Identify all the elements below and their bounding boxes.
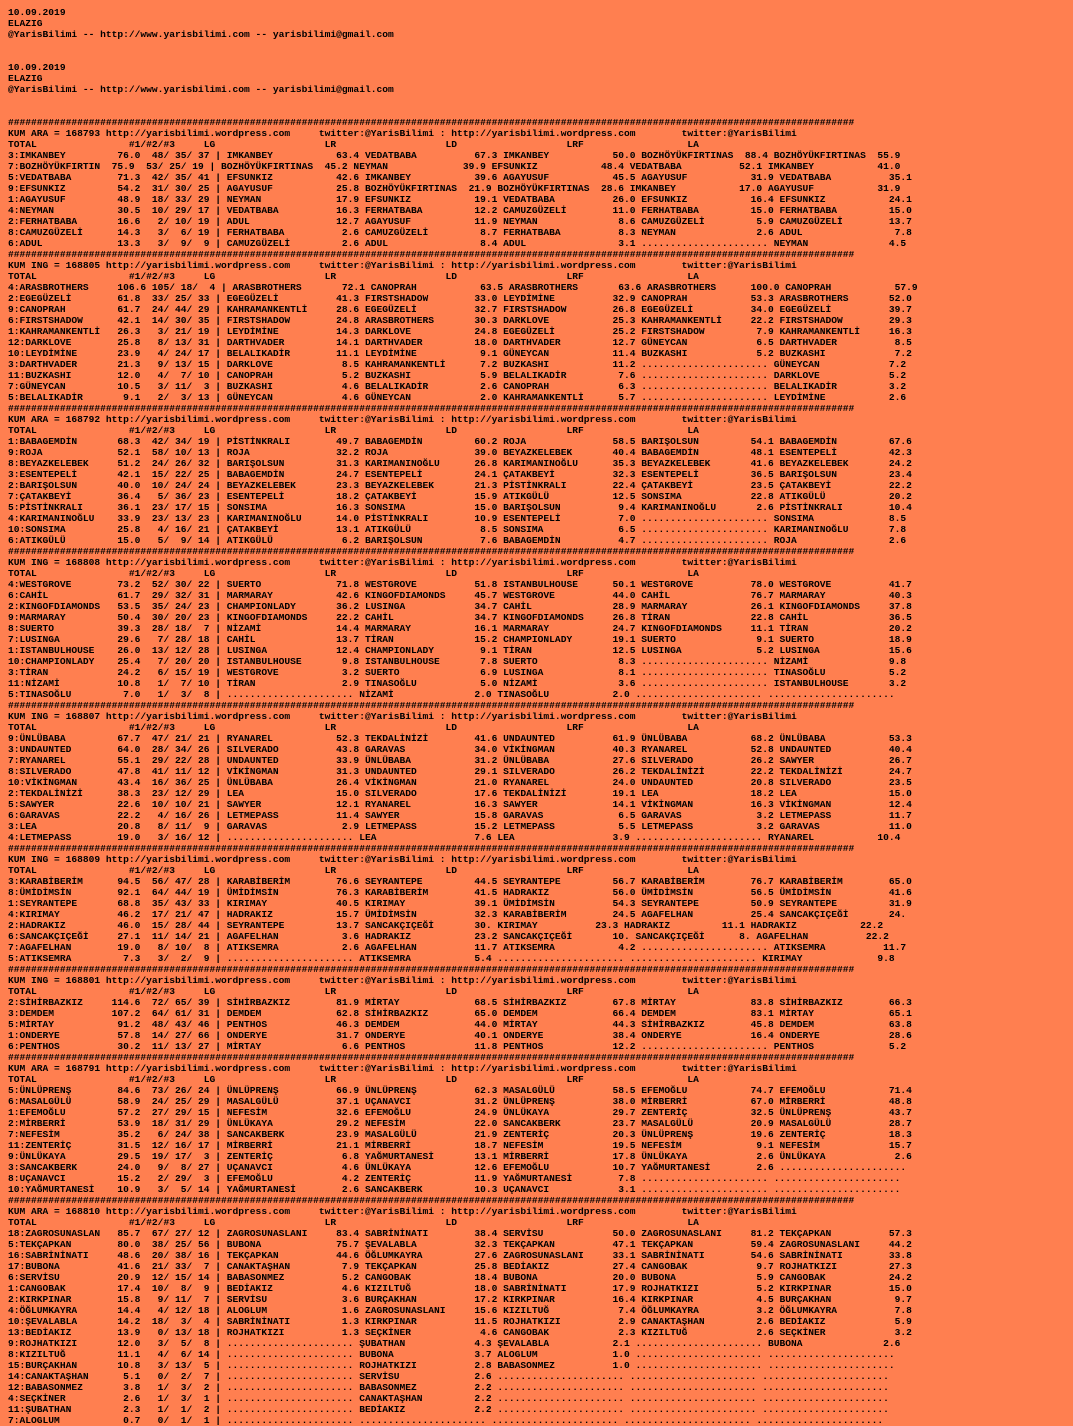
header-line [8,40,1073,51]
result-row: 7:BOZHÖYÜKFIRTIN 75.9 53/ 25/ 19 | BOZHÖYÜKFIRTINAS 45.2 NEYMAN 39.9 EFSUNKIZ 48.4 VEDATBABA 52.1 IMKANBEY 41.0 [8,161,901,172]
result-row: 1:EFEMOĞLU 57.2 27/ 29/ 15 | NEFESİM 32.6 EFEMOĞLU 24.9 ÜNLÜKAYA 29.7 ZENTERİÇ 32.5 ÜNLÜPRENŞ 43.7 [8,1107,912,1118]
separator-line: ################################################################################################################################################### [8,964,855,975]
result-row: 11:NİZAMİ 10.8 1/ 7/ 10 | TİRAN 2.9 TINASOĞLU 5.0 NİZAMİ 3.6 ...................... ISTANBULHOUSE 3.2 [8,678,907,689]
result-row: 4:ÖĞLUMKAYRA 14.4 4/ 12/ 18 | ALOGLUM 1.6 ZAGROSUNASLANI 15.6 KIZILTUĞ 7.4 ÖĞLUMKAYRA 3.2 ÖĞLUMKAYRA 7.8 [8,1305,912,1316]
result-row: 10:VİKİNGMAN 43.4 16/ 36/ 25 | ÜNLÜBABA 26.4 VİKİNGMAN 21.0 RYANAREL 24.0 UNDAUNTED 20.8 SILVERADO 23.5 [8,777,912,788]
race-title: KUM ING = 168809 http://yarisbilimi.wordpress.com twitter:@YarisBilimi : http://yarisbilimi.wordpress.com twitter:@YarisBilimi [8,854,797,865]
separator-line: ################################################################################################################################################### [8,249,855,260]
race-title: KUM ING = 168801 http://yarisbilimi.wordpress.com twitter:@YarisBilimi : http://yarisbilimi.wordpress.com twitter:@YarisBilimi [8,975,797,986]
result-row: 5:TEKÇAPKAN 80.0 38/ 25/ 56 | BUBONA 75.7 ŞEVALABLA 32.3 TEKÇAPKAN 47.1 TEKÇAPKAN 59.4 ZAGROSUNASLANI 44.2 [8,1239,912,1250]
result-row: 10:CHAMPIONLADY 25.4 7/ 20/ 20 | ISTANBULHOUSE 9.8 ISTANBULHOUSE 7.8 SUERTO 8.3 ...................... NİZAMİ 9.8 [8,656,907,667]
result-row: 3:IMKANBEY 76.0 48/ 35/ 37 | IMKANBEY 63.4 VEDATBABA 67.3 IMKANBEY 50.0 BOZHÖYÜKFIRTINAS 88.4 BOZHÖYÜKFIRTINAS 55.9 [8,150,901,161]
header-line: 10.09.2019 [8,62,66,73]
result-row: 2:TEKDALİNİZİ 38.3 23/ 12/ 29 | LEA 15.0 SILVERADO 17.6 TEKDALİNİZİ 19.1 LEA 18.2 LEA 15.0 [8,788,912,799]
result-row: 3:ESENTEPELİ 42.1 15/ 22/ 25 | BABAGEMDİN 24.7 ESENTEPELİ 24.1 ÇATAKBEYİ 32.3 ESENTEPELİ 36.5 BARIŞOLSUN 23.4 [8,469,912,480]
result-row: 8:UÇANAVCI 15.2 2/ 29/ 3 | EFEMOĞLU 4.2 ZENTERİÇ 11.9 YAĞMURTANESİ 7.8 ...................... ...................... [8,1173,901,1184]
result-row: 12:BABASONMEZ 3.8 1/ 3/ 2 | ...................... BABASONMEZ 2.2 ...................... ...................... ...................... [8,1382,889,1393]
result-row: 6:PENTHOS 30.2 11/ 13/ 27 | MİRTAY 6.6 PENTHOS 11.8 PENTHOS 12.2 ...................... PENTHOS 5.2 [8,1041,907,1052]
race-title: KUM ING = 168808 http://yarisbilimi.wordpress.com twitter:@YarisBilimi : http://yarisbilimi.wordpress.com twitter:@YarisBilimi [8,557,797,568]
result-row: 13:BEDİAKIZ 13.9 0/ 13/ 18 | ROJHATKIZI 1.3 SEÇKİNER 4.6 CANGOBAK 2.3 KIZILTUĞ 2.6 SEÇKİNER 3.2 [8,1327,912,1338]
result-row: 1:CANGOBAK 17.4 10/ 8/ 9 | BEDİAKIZ 4.6 KIZILTUĞ 18.0 SABRİNİNATI 17.9 ROJHATKIZI 5.2 KIRKPINAR 15.0 [8,1283,912,1294]
result-row: 5:VEDATBABA 71.3 42/ 35/ 41 | EFSUNKIZ 42.6 IMKANBEY 39.6 AGAYUSUF 45.5 AGAYUSUF 31.9 VEDATBABA 35.1 [8,172,912,183]
race-title: KUM ING = 168805 http://yarisbilimi.wordpress.com twitter:@YarisBilimi : http://yarisbilimi.wordpress.com twitter:@YarisBilimi [8,260,797,271]
result-row: 4:SEÇKİNER 2.6 1/ 3/ 1 | ...................... CANAKTAŞHAN 2.2 ...................... ...................... ...................... [8,1393,889,1404]
result-row: 9:MARMARAY 50.4 30/ 20/ 23 | KINGOFDIAMONDS 22.2 CAHİL 34.7 KINGOFDIAMONDS 26.8 TİRAN 22.8 CAHİL 36.5 [8,612,912,623]
result-row: 7:ALOGLUM 0.7 0/ 1/ 1 | ...................... ...................... ...................... ...................... ...................... [8,1415,884,1426]
separator-line: ################################################################################################################################################### [8,117,855,128]
column-header: TOTAL #1/#2/#3 LG LR LD LRF LA [8,271,699,282]
column-header: TOTAL #1/#2/#3 LG LR LD LRF LA [8,139,699,150]
header-line: @YarisBilimi -- http://www.yarisbilimi.com -- yarisbilimi@gmail.com [8,84,394,95]
result-row: 3:SANCAKBERK 24.0 9/ 8/ 27 | UÇANAVCI 4.6 ÜNLÜKAYA 12.6 EFEMOĞLU 10.7 YAĞMURTANESİ 2.6 ...................... [8,1162,907,1173]
result-row: 2:FERHATBABA 16.6 2/ 10/ 19 | ADUL 12.7 AGAYUSUF 11.9 NEYMAN 8.6 CAMUZGÜZELİ 5.9 CAMUZGÜZELİ 13.7 [8,216,912,227]
result-row: 4:KARIMANINOĞLU 33.9 23/ 13/ 23 | KARIMANINOĞLU 14.0 PİSTİNKRALI 10.9 ESENTEPELİ 7.0 ...................... SONSIMA 8.5 [8,513,907,524]
result-row: 7:GÜNEYCAN 10.5 3/ 11/ 3 | BUZKASHI 4.6 BELALIKADİR 2.6 CANOPRAH 6.3 ...................... BELALIKADİR 3.2 [8,381,907,392]
result-row: 2:SİHİRBAZKIZ 114.6 72/ 65/ 39 | SİHİRBAZKIZ 81.9 MİRTAY 68.5 SİHİRBAZKIZ 67.8 MİRTAY 83.8 SİHİRBAZKIZ 66.3 [8,997,912,1008]
result-row: 6:MASALGÜLÜ 58.9 24/ 25/ 29 | MASALGÜLÜ 37.1 UÇANAVCI 31.2 ÜNLÜPRENŞ 38.0 MİRBERRİ 67.0 MİRBERRİ 48.8 [8,1096,912,1107]
result-row: 3:DEMDEM 107.2 64/ 61/ 31 | DEMDEM 62.8 SİHİRBAZKIZ 65.0 DEMDEM 66.4 DEMDEM 83.1 MİRTAY 65.1 [8,1008,912,1019]
result-row: 5:ATIKSEMRA 7.3 3/ 2/ 9 | ...................... ATIKSEMRA 5.4 ...................... ...................... KIRIMAY 9.8 [8,953,895,964]
result-row: 11:ŞUBATHAN 2.3 1/ 1/ 2 | ...................... BEDİAKIZ 2.2 ...................... ...................... ...................... [8,1404,889,1415]
race-title: KUM ARA = 168792 http://yarisbilimi.wordpress.com twitter:@YarisBilimi : http://yarisbilimi.wordpress.com twitter:@YarisBilimi [8,414,797,425]
separator-line: ################################################################################################################################################### [8,1195,855,1206]
separator-line: ################################################################################################################################################### [8,1052,855,1063]
result-row: 12:DARKLOVE 25.8 8/ 13/ 31 | DARTHVADER 14.1 DARTHVADER 18.0 DARTHVADER 12.7 GÜNEYCAN 6.5 DARTHVADER 8.5 [8,337,912,348]
header-line: @YarisBilimi -- http://www.yarisbilimi.com -- yarisbilimi@gmail.com [8,29,394,40]
result-row: 6:GARAVAS 22.2 4/ 16/ 26 | LETMEPASS 11.4 SAWYER 15.8 GARAVAS 6.5 GARAVAS 3.2 LETMEPASS 11.7 [8,810,912,821]
result-row: 3:UNDAUNTED 64.0 28/ 34/ 26 | SILVERADO 43.8 GARAVAS 34.0 VİKİNGMAN 40.3 RYANAREL 52.8 UNDAUNTED 40.4 [8,744,912,755]
result-row: 2:EGEGÜZELİ 61.8 33/ 25/ 33 | EGEGÜZELİ 41.3 FIRSTSHADOW 33.0 LEYDİMİNE 32.9 CANOPRAH 53.3 ARASBROTHERS 52.0 [8,293,912,304]
result-row: 1:BABAGEMDİN 68.3 42/ 34/ 19 | PİSTİNKRALI 49.7 BABAGEMDİN 60.2 ROJA 58.5 BARIŞOLSUN 54.1 BABAGEMDİN 67.6 [8,436,912,447]
header-line [8,106,1073,117]
result-row: 3:KARABİBERİM 94.5 56/ 47/ 28 | KARABİBERİM 76.6 SEYRANTEPE 44.5 SEYRANTEPE 56.7 KARABİBERİM 76.7 KARABİBERİM 65.0 [8,876,912,887]
result-row: 6:SANCAKÇIÇEĞİ 27.1 11/ 14/ 21 | AGAFELHAN 3.6 HADRAKIZ 23.2 SANCAKÇIÇEĞİ 10. SANCAKÇIÇEĞİ 8. AGAFELHAN 22.2 [8,931,889,942]
result-row: 6:SERVİSU 20.9 12/ 15/ 14 | BABASONMEZ 5.2 CANGOBAK 18.4 BUBONA 20.0 BUBONA 5.9 CANGOBAK 24.2 [8,1272,912,1283]
result-row: 9:ÜNLÜBABA 67.7 47/ 21/ 21 | RYANAREL 52.3 TEKDALİNİZİ 41.6 UNDAUNTED 61.9 ÜNLÜBABA 68.2 ÜNLÜBABA 53.3 [8,733,912,744]
result-row: 5:BELALIKADİR 9.1 2/ 3/ 13 | GÜNEYCAN 4.6 GÜNEYCAN 2.0 KAHRAMANKENTLİ 5.7 ...................... LEYDİMİNE 2.6 [8,392,907,403]
separator-line: ################################################################################################################################################### [8,546,855,557]
result-row: 16:SABRİNİNATI 48.6 20/ 38/ 16 | TEKÇAPKAN 44.6 ÖĞLUMKAYRA 27.6 ZAGROSUNASLANI 33.1 SABRİNİNATI 54.6 SABRİNİNATI 33.8 [8,1250,912,1261]
result-row: 2:MİRBERRİ 53.9 18/ 31/ 29 | ÜNLÜKAYA 29.2 NEFESİM 22.0 SANCAKBERK 23.7 MASALGÜLÜ 20.9 MASALGÜLÜ 28.7 [8,1118,912,1129]
result-row: 9:ROJHATKIZI 12.0 3/ 5/ 8 | ...................... ŞUBATHAN 4.3 ŞEVALABLA 2.1 ...................... BUBONA 2.6 [8,1338,901,1349]
result-row: 8:BEYAZKELEBEK 51.2 24/ 26/ 32 | BARIŞOLSUN 31.3 KARIMANINOĞLU 26.8 KARIMANINOĞLU 35.3 BEYAZKELEBEK 41.6 BEYAZKELEBEK 24.2 [8,458,912,469]
result-row: 6:ADUL 13.3 3/ 9/ 9 | CAMUZGÜZELİ 2.6 ADUL 8.4 ADUL 3.1 ...................... NEYMAN 4.5 [8,238,907,249]
result-row: 6:ATIKGÜLÜ 15.0 5/ 9/ 14 | ATIKGÜLÜ 6.2 BARIŞOLSUN 7.6 BABAGEMDİN 4.7 ...................... ROJA 2.6 [8,535,907,546]
result-row: 18:ZAGROSUNASLAN 85.7 67/ 27/ 12 | ZAGROSUNASLANI 83.4 SABRİNİNATI 38.4 SERVİSU 50.0 ZAGROSUNASLANI 81.2 TEKÇAPKAN 57.3 [8,1228,912,1239]
column-header: TOTAL #1/#2/#3 LG LR LD LRF LA [8,722,699,733]
header-line [8,51,1073,62]
result-row: 10:SONSIMA 25.8 4/ 16/ 21 | ÇATAKBEYİ 13.1 ATIKGÜLÜ 8.5 SONSIMA 6.5 ...................... KARIMANINOĞLU 7.8 [8,524,907,535]
column-header: TOTAL #1/#2/#3 LG LR LD LRF LA [8,986,699,997]
result-row: 5:ÜNLÜPRENŞ 84.6 73/ 26/ 24 | ÜNLÜPRENŞ 66.9 ÜNLÜPRENŞ 62.3 MASALGÜLÜ 58.5 EFEMOĞLU 74.7 EFEMOĞLU 71.4 [8,1085,912,1096]
result-row: 1:SEYRANTEPE 68.8 35/ 43/ 33 | KIRIMAY 40.5 KIRIMAY 39.1 ÜMİDİMSİN 54.3 SEYRANTEPE 50.9 SEYRANTEPE 31.9 [8,898,912,909]
header-line: 10.09.2019 [8,7,66,18]
result-row: 5:SAWYER 22.6 10/ 10/ 21 | SAWYER 12.1 RYANAREL 16.3 SAWYER 14.1 VİKİNGMAN 16.3 VİKİNGMAN 12.4 [8,799,912,810]
result-row: 9:EFSUNKIZ 54.2 31/ 30/ 25 | AGAYUSUF 25.8 BOZHÖYÜKFIRTINAS 21.9 BOZHÖYÜKFIRTINAS 28.6 IMKANBEY 17.0 AGAYUSUF 31.9 [8,183,901,194]
result-row: 7:LUSINGA 29.6 7/ 28/ 18 | CAHİL 13.7 TİRAN 15.2 CHAMPIONLADY 19.1 SUERTO 9.1 SUERTO 18.9 [8,634,912,645]
result-row: 10:LEYDİMİNE 23.9 4/ 24/ 17 | BELALIKADİR 11.1 LEYDİMİNE 9.1 GÜNEYCAN 11.4 BUZKASHI 5.2 BUZKASHI 7.2 [8,348,912,359]
result-row: 1:AGAYUSUF 48.9 18/ 33/ 29 | NEYMAN 17.9 EFSUNKIZ 19.1 VEDATBABA 26.0 EFSUNKIZ 16.4 EFSUNKIZ 24.1 [8,194,912,205]
result-row: 8:SUERTO 39.3 28/ 18/ 7 | NİZAMİ 14.4 MARMARAY 16.1 MARMARAY 24.7 KINGOFDIAMONDS 11.1 TİRAN 20.2 [8,623,912,634]
separator-line: ################################################################################################################################################### [8,843,855,854]
column-header: TOTAL #1/#2/#3 LG LR LD LRF LA [8,425,699,436]
result-row: 4:ARASBROTHERS 106.6 105/ 18/ 4 | ARASBROTHERS 72.1 CANOPRAH 63.5 ARASBROTHERS 63.6 ARASBROTHERS 100.0 CANOPRAH 57.9 [8,282,918,293]
result-row: 5:MİRTAY 91.2 48/ 43/ 46 | PENTHOS 46.3 DEMDEM 44.0 MİRTAY 44.3 SİHİRBAZKIZ 45.8 DEMDEM 63.8 [8,1019,912,1030]
race-title: KUM ARA = 168791 http://yarisbilimi.wordpress.com twitter:@YarisBilimi : http://yarisbilimi.wordpress.com twitter:@YarisBilimi [8,1063,797,1074]
result-row: 1:ONDERYE 57.8 14/ 27/ 66 | ONDERYE 31.7 ONDERYE 40.1 ONDERYE 38.4 ONDERYE 16.4 ONDERYE 28.6 [8,1030,912,1041]
column-header: TOTAL #1/#2/#3 LG LR LD LRF LA [8,865,699,876]
result-row: 8:KIZILTUĞ 11.1 4/ 6/ 14 | ...................... BUBONA 3.7 ALOGLUM 1.0 ...................... ...................... [8,1349,895,1360]
result-row: 6:FIRSTSHADOW 42.1 14/ 30/ 35 | FIRSTSHADOW 24.8 ARASBROTHERS 30.3 DARKLOVE 25.3 KAHRAMANKENTLİ 22.2 FIRSTSHADOW 29.3 [8,315,912,326]
column-header: TOTAL #1/#2/#3 LG LR LD LRF LA [8,1074,699,1085]
race-title: KUM ARA = 168810 http://yarisbilimi.wordpress.com twitter:@YarisBilimi : http://yarisbilimi.wordpress.com twitter:@YarisBilimi [8,1206,797,1217]
header-line [8,95,1073,106]
race-title: KUM ARA = 168793 http://yarisbilimi.wordpress.com twitter:@YarisBilimi : http://yarisbilimi.wordpress.com twitter:@YarisBilimi [8,128,797,139]
result-row: 4:KIRIMAY 46.2 17/ 21/ 47 | HADRAKIZ 15.7 ÜMİDİMSİN 32.3 KARABİBERİM 24.5 AGAFELHAN 25.4 SANCAKÇIÇEĞİ 24. [8,909,907,920]
separator-line: ################################################################################################################################################### [8,403,855,414]
result-row: 7:RYANAREL 55.1 29/ 22/ 28 | UNDAUNTED 33.9 ÜNLÜBABA 31.2 ÜNLÜBABA 27.6 SILVERADO 26.2 SAWYER 26.7 [8,755,912,766]
result-row: 8:SILVERADO 47.8 41/ 11/ 12 | VİKİNGMAN 31.3 UNDAUNTED 29.1 SILVERADO 26.2 TEKDALİNİZİ 22.2 TEKDALİNİZİ 24.7 [8,766,912,777]
result-row: 5:PİSTİNKRALI 36.1 23/ 17/ 15 | SONSIMA 16.3 SONSIMA 15.0 BARIŞOLSUN 9.4 KARIMANINOĞLU 2.6 PİSTİNKRALI 10.4 [8,502,912,513]
result-row: 7:ÇATAKBEYİ 36.4 5/ 36/ 23 | ESENTEPELİ 18.2 ÇATAKBEYİ 15.9 ATIKGÜLÜ 12.5 SONSIMA 22.8 ATIKGÜLÜ 20.2 [8,491,912,502]
result-row: 10:ŞEVALABLA 14.2 18/ 3/ 4 | SABRİNİNATI 1.3 KIRKPINAR 11.5 ROJHATKIZI 2.9 CANAKTAŞHAN 2.6 BEDİAKIZ 5.9 [8,1316,912,1327]
result-row: 4:NEYMAN 30.5 10/ 29/ 17 | VEDATBABA 16.3 FERHATBABA 12.2 CAMUZGÜZELİ 11.0 FERHATBABA 15.0 FERHATBABA 15.0 [8,205,912,216]
result-row: 4:WESTGROVE 73.2 52/ 30/ 22 | SUERTO 71.8 WESTGROVE 51.8 ISTANBULHOUSE 50.1 WESTGROVE 78.0 WESTGROVE 41.7 [8,579,912,590]
result-row: 15:BURÇAKHAN 10.8 3/ 13/ 5 | ...................... ROJHATKIZI 2.8 BABASONMEZ 1.0 ...................... ...................... [8,1360,895,1371]
result-row: 4:LETMEPASS 19.0 3/ 16/ 12 | ...................... LEA 7.6 LEA 3.9 ...................... RYANAREL 10.4 [8,832,901,843]
result-row: 2:HADRAKIZ 46.0 15/ 28/ 44 | SEYRANTEPE 13.7 SANCAKÇIÇEĞİ 30. KIRIMAY 23.3 HADRAKIZ 11.1 HADRAKIZ 22.2 [8,920,884,931]
result-row: 11:BUZKASHI 12.0 4/ 7/ 10 | CANOPRAH 5.2 BUZKASHI 5.9 BELALIKADİR 7.6 ...................... DARKLOVE 5.2 [8,370,907,381]
result-row: 3:LEA 20.8 8/ 11/ 9 | GARAVAS 2.9 LETMEPASS 15.2 LETMEPASS 5.5 LETMEPASS 3.2 GARAVAS 11.0 [8,821,912,832]
result-row: 2:KINGOFDIAMONDS 53.5 35/ 24/ 23 | CHAMPIONLADY 36.2 LUSINGA 34.7 CAHİL 28.9 MARMARAY 26.1 KINGOFDIAMONDS 37.8 [8,601,912,612]
column-header: TOTAL #1/#2/#3 LG LR LD LRF LA [8,568,699,579]
result-row: 5:TINASOĞLU 7.0 1/ 3/ 8 | ...................... NİZAMİ 2.0 TINASOĞLU 2.0 ...................... ...................... [8,689,895,700]
result-row: 7:AGAFELHAN 19.0 8/ 10/ 8 | ATIKSEMRA 2.6 AGAFELHAN 11.7 ATIKSEMRA 4.2 ...................... ATIKSEMRA 11.7 [8,942,907,953]
result-row: 17:BUBONA 41.6 21/ 33/ 7 | CANAKTAŞHAN 7.9 TEKÇAPKAN 25.8 BEDİAKIZ 27.4 CANGOBAK 9.7 ROJHATKIZI 27.3 [8,1261,912,1272]
result-row: 11:ZENTERİÇ 31.5 12/ 16/ 17 | MİRBERRİ 21.1 MİRBERRİ 18.7 NEFESİM 19.5 NEFESİM 9.1 NEFESİM 15.7 [8,1140,912,1151]
result-row: 6:CAHİL 61.7 29/ 32/ 31 | MARMARAY 42.6 KINGOFDIAMONDS 45.7 WESTGROVE 44.0 CAHİL 76.7 MARMARAY 40.3 [8,590,912,601]
result-row: 9:CANOPRAH 61.7 24/ 44/ 29 | KAHRAMANKENTLİ 28.6 EGEGÜZELİ 32.7 FIRSTSHADOW 26.8 EGEGÜZELİ 34.0 EGEGÜZELİ 39.7 [8,304,912,315]
result-row: 10:YAĞMURTANESİ 10.9 3/ 5/ 14 | YAĞMURTANESİ 2.6 SANCAKBERK 10.3 UÇANAVCI 3.1 ...................... ...................... [8,1184,901,1195]
result-row: 8:ÜMİDİMSİN 92.1 64/ 44/ 19 | ÜMİDİMSİN 76.3 KARABİBERİM 41.5 HADRAKIZ 56.0 ÜMİDİMSİN 56.5 ÜMİDİMSİN 41.6 [8,887,912,898]
result-row: 8:CAMUZGÜZELİ 14.3 3/ 6/ 19 | FERHATBABA 2.6 CAMUZGÜZELİ 8.7 FERHATBABA 8.3 NEYMAN 2.6 ADUL 7.8 [8,227,912,238]
result-row: 2:BARIŞOLSUN 40.0 10/ 24/ 24 | BEYAZKELEBEK 23.3 BEYAZKELEBEK 21.3 PİSTİNKRALI 22.4 ÇATAKBEYİ 23.5 ÇATAKBEYİ 22.2 [8,480,912,491]
result-row: 3:TİRAN 24.2 6/ 15/ 19 | WESTGROVE 3.2 SUERTO 6.9 LUSINGA 8.1 ...................... TINASOĞLU 5.2 [8,667,907,678]
result-row: 2:KIRKPINAR 15.8 9/ 11/ 7 | SERVİSU 3.6 BURÇAKHAN 17.2 KIRKPINAR 16.4 KIRKPINAR 4.5 BURÇAKHAN 9.7 [8,1294,912,1305]
result-row: 1:ISTANBULHOUSE 26.0 13/ 12/ 28 | LUSINGA 12.4 CHAMPIONLADY 9.1 TİRAN 12.5 LUSINGA 5.2 LUSINGA 15.6 [8,645,912,656]
result-row: 7:NEFESİM 35.2 6/ 24/ 38 | SANCAKBERK 23.9 MASALGÜLÜ 21.9 ZENTERİÇ 20.3 ÜNLÜPRENŞ 19.6 ZENTERİÇ 18.3 [8,1129,912,1140]
result-row: 9:ÜNLÜKAYA 29.5 19/ 17/ 3 | ZENTERİÇ 6.8 YAĞMURTANESİ 13.1 MİRBERRİ 17.8 ÜNLÜKAYA 2.6 ÜNLÜKAYA 2.6 [8,1151,912,1162]
result-row: 14:CANAKTAŞHAN 5.1 0/ 2/ 7 | ...................... SERVİSU 2.6 ...................... ...................... ...................... [8,1371,889,1382]
result-row: 1:KAHRAMANKENTLİ 26.3 3/ 21/ 19 | LEYDİMİNE 14.3 DARKLOVE 24.8 EGEGÜZELİ 25.2 FIRSTSHADOW 7.9 KAHRAMANKENTLİ 16.3 [8,326,912,337]
race-title: KUM ING = 168807 http://yarisbilimi.wordpress.com twitter:@YarisBilimi : http://yarisbilimi.wordpress.com twitter:@YarisBilimi [8,711,797,722]
header-line: ELAZIG [8,18,43,29]
result-row: 3:DARTHVADER 21.3 9/ 13/ 15 | DARKLOVE 8.5 KAHRAMANKENTLİ 7.2 BUZKASHI 11.2 ...................... GÜNEYCAN 7.2 [8,359,907,370]
column-header: TOTAL #1/#2/#3 LG LR LD LRF LA [8,1217,699,1228]
result-row: 9:ROJA 52.1 58/ 10/ 13 | ROJA 32.2 ROJA 39.0 BEYAZKELEBEK 40.4 BABAGEMDİN 48.1 ESENTEPELİ 42.3 [8,447,912,458]
header-line: ELAZIG [8,73,43,84]
separator-line: ################################################################################################################################################### [8,700,855,711]
